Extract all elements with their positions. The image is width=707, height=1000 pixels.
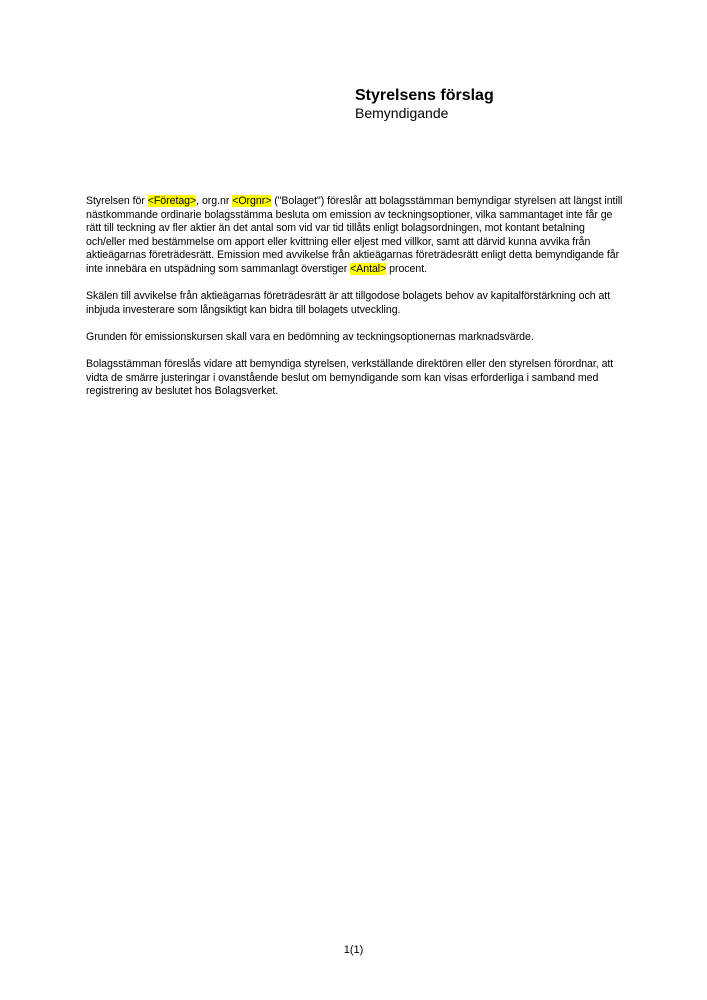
- proposal-text-1: Styrelsen för: [86, 195, 148, 207]
- proposal-text-4: procent.: [386, 262, 428, 275]
- paragraph-proposal: [86, 195, 626, 277]
- paragraph-adjustments: Bolagsstämman föreslås vidare att bemyndiga styrelsen, verkställande direktören eller den styrelsen förordnar, att vidta de smärre justeringar i ovanstående beslut om bemyndigande som kan visas erforderliga i samband med registrering av beslutet hos Bolagsverket.: [86, 358, 614, 398]
- document-body: [86, 195, 626, 413]
- document-heading: [355, 86, 494, 121]
- paragraph-reasons: Skälen till avvikelse från aktieägarnas företrädesrätt är att tillgodose bolagets behov av kapitalförstärkning och att inbjuda investerare som långsiktigt kan bidra till bolagets utveckling.: [86, 290, 611, 316]
- orgnr-placeholder: <Orgnr>: [232, 195, 272, 207]
- document-subtitle: Bemyndigande: [355, 105, 449, 121]
- document-title: Styrelsens förslag: [355, 87, 494, 104]
- paragraph-issue-price: Grunden för emissionskursen skall vara en bedömning av teckningsoptionernas marknadsvärde.: [86, 330, 534, 343]
- company-placeholder: <Företag>: [147, 195, 197, 207]
- antal-placeholder: <Antal>: [350, 262, 387, 275]
- page-number: 1(1): [343, 944, 364, 956]
- proposal-text-2: , org.nr: [196, 195, 233, 207]
- proposal-text-3: ("Bolaget") föreslår att bolagsstämman bemyndigar styrelsen att längst intill nästkommande ordinarie bolagsstämma besluta om emission av teckningsoptioner, vilka sammantaget inte får ge rätt till teckning av fler aktier än det antal som vid var tid tillåts enligt bolagsordningen, mot kontant betalning och/eller med bestämmelse om apport eller kvittning eller eljest med villkor, samt att därvid kunna avvika från aktieägarnas företrädesrätt. Emission med avvikelse från aktieägarnas företrädesrätt enligt detta bemyndigande får inte innebära en utspädning som sammanlagt överstiger: [86, 195, 623, 275]
